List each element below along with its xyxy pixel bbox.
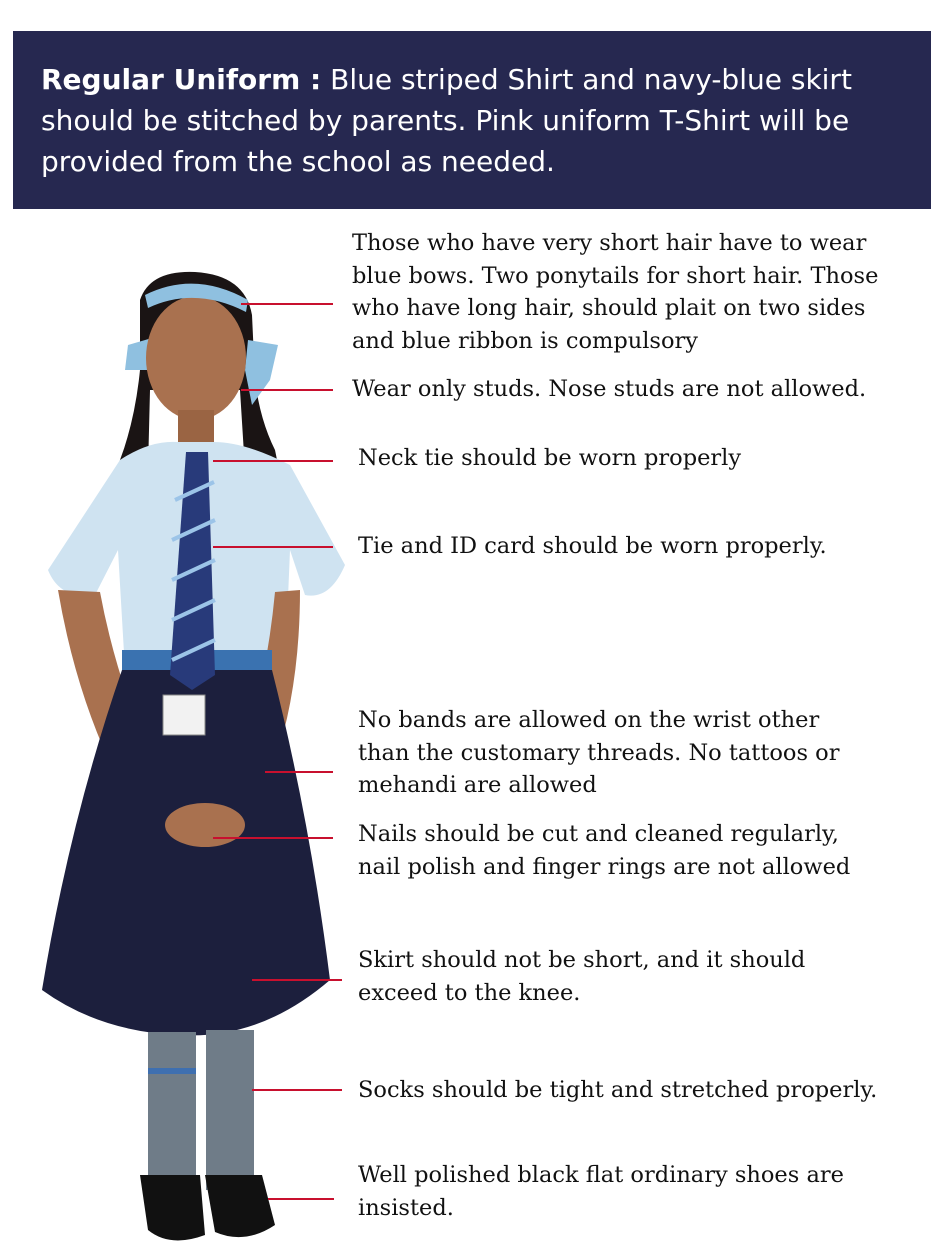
- pointer-line-neck-tie: [213, 460, 333, 462]
- note-neck-tie: Neck tie should be worn properly: [358, 445, 742, 471]
- pointer-line-wrist: [265, 771, 333, 773]
- pointer-line-skirt: [252, 979, 342, 981]
- note-socks: Socks should be tight and stretched properly.: [358, 1077, 878, 1103]
- pointer-line-id-card: [213, 546, 333, 548]
- header-title: Regular Uniform :: [41, 63, 322, 96]
- id-card: [163, 695, 205, 735]
- note-wrist: No bands are allowed on the wrist other than the customary threads. No tattoos or mehandi are allowed: [358, 707, 840, 798]
- note-shoes: Well polished black flat ordinary shoes are insisted.: [358, 1162, 844, 1221]
- left-sock: [148, 1032, 196, 1192]
- note-hair: Those who have very short hair have to wear blue bows. Two ponytails for short hair. Those who have long hair, should plait on two sides and blue ribbon is compulsory: [352, 230, 879, 354]
- note-skirt: Skirt should not be short, and it should exceed to the knee.: [358, 947, 806, 1006]
- note-nails: Nails should be cut and cleaned regularly, nail polish and finger rings are not allowed: [358, 821, 851, 880]
- note-id-card: Tie and ID card should be worn properly.: [358, 533, 827, 559]
- left-shoe: [140, 1175, 205, 1240]
- header-text: [41, 59, 911, 182]
- pointer-line-shoes: [268, 1198, 334, 1200]
- left-sock-band: [148, 1068, 196, 1074]
- pointer-line-nails: [213, 837, 333, 839]
- right-shoe: [205, 1175, 275, 1237]
- header-banner: [13, 31, 931, 209]
- face: [146, 296, 246, 420]
- header-body: Blue striped Shirt and navy-blue skirt should be stitched by parents. Pink uniform T-Shirt will be provided from the school as needed.: [41, 63, 852, 178]
- right-sock: [206, 1030, 254, 1190]
- student-illustration: [0, 220, 360, 1260]
- pointer-line-studs: [241, 389, 333, 391]
- pointer-line-socks: [252, 1089, 342, 1091]
- hands: [165, 803, 245, 847]
- note-studs: Wear only studs. Nose studs are not allowed.: [352, 376, 867, 402]
- pointer-line-hair: [241, 303, 333, 305]
